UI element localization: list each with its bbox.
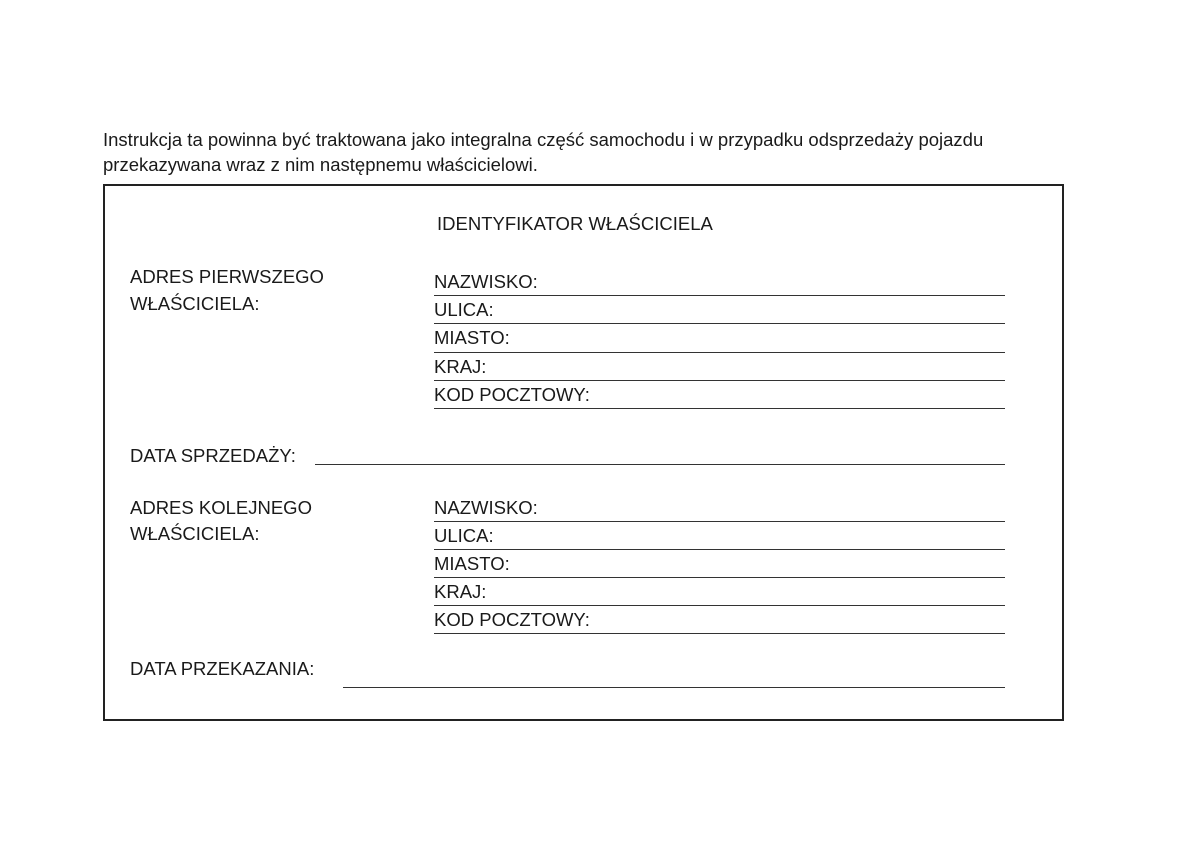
next-owner-surname-label: NAZWISKO: (434, 497, 538, 518)
first-owner-street-field[interactable] (434, 323, 1005, 324)
next-owner-street-label: ULICA: (434, 525, 494, 546)
first-owner-surname-label: NAZWISKO: (434, 271, 538, 292)
first-owner-label-line-2: WŁAŚCICIELA: (130, 293, 260, 314)
sale-date-field[interactable] (315, 464, 1005, 465)
intro-paragraph (103, 127, 1083, 177)
next-owner-street-field[interactable] (434, 549, 1005, 550)
next-owner-city-field[interactable] (434, 577, 1005, 578)
next-owner-surname-field[interactable] (434, 521, 1005, 522)
first-owner-city-field[interactable] (434, 352, 1005, 353)
intro-line-2: przekazywana wraz z nim następnemu właścicielowi. (103, 154, 538, 175)
next-owner-country-field[interactable] (434, 605, 1005, 606)
next-owner-postcode-label: KOD POCZTOWY: (434, 609, 590, 630)
first-owner-city-label: MIASTO: (434, 327, 510, 348)
transfer-date-label: DATA PRZEKAZANIA: (130, 658, 315, 679)
first-owner-label-line-1: ADRES PIERWSZEGO (130, 266, 324, 287)
first-owner-street-label: ULICA: (434, 299, 494, 320)
sale-date-label: DATA SPRZEDAŻY: (130, 445, 296, 466)
first-owner-surname-field[interactable] (434, 295, 1005, 296)
first-owner-country-field[interactable] (434, 380, 1005, 381)
first-owner-postcode-label: KOD POCZTOWY: (434, 384, 590, 405)
next-owner-label-line-2: WŁAŚCICIELA: (130, 523, 260, 544)
first-owner-country-label: KRAJ: (434, 356, 487, 377)
next-owner-label-line-1: ADRES KOLEJNEGO (130, 497, 312, 518)
next-owner-city-label: MIASTO: (434, 553, 510, 574)
first-owner-postcode-field[interactable] (434, 408, 1005, 409)
intro-line-1: Instrukcja ta powinna być traktowana jako integralna część samochodu i w przypadku odsprzedaży pojazdu (103, 129, 984, 150)
next-owner-country-label: KRAJ: (434, 581, 487, 602)
transfer-date-field[interactable] (343, 687, 1005, 688)
next-owner-postcode-field[interactable] (434, 633, 1005, 634)
form-title: IDENTYFIKATOR WŁAŚCICIELA (437, 213, 713, 234)
